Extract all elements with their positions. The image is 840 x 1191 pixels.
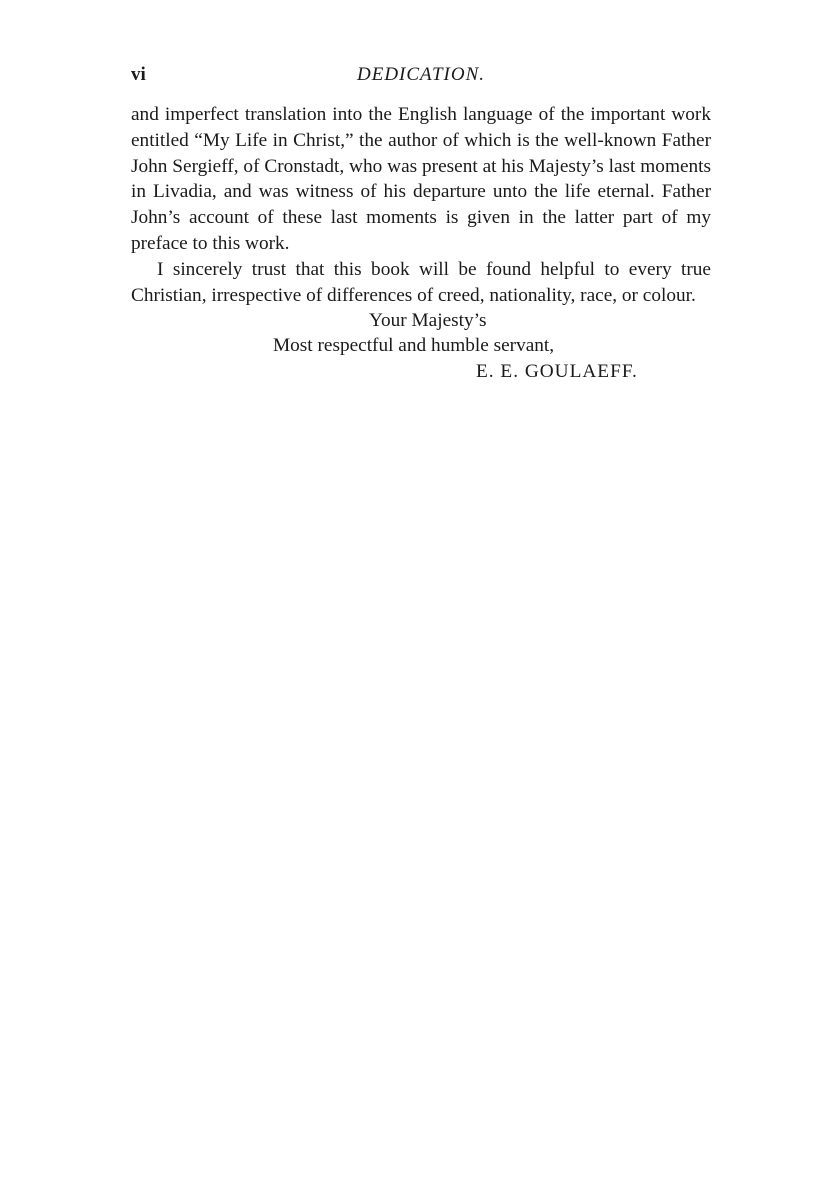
book-page <box>131 62 711 398</box>
running-head <box>131 62 711 92</box>
body-text <box>131 102 711 308</box>
closing-salutation: Your Majesty’s <box>369 310 487 332</box>
page-number: vi <box>131 64 146 85</box>
closing-block <box>131 308 711 398</box>
paragraph-trust: I sincerely trust that this book will be found helpful to every true Christian, irrespective of differences of creed, nationality, race, or colour. <box>131 258 711 306</box>
closing-servant-line: Most respectful and humble servant, <box>273 335 555 357</box>
paragraph-continuation: and imperfect translation into the English language of the important work entitled “My Life in Christ,” the author of which is the well-known Father John Sergieff, of Cronstadt, who was present at his Majesty’s last moments in Livadia, and was witness of his departure unto the life eternal. Father John’s account of these last moments is given in the latter part of my preface to this work. <box>131 104 711 254</box>
running-head-title: DEDICATION. <box>357 64 485 85</box>
signature: E. E. GOULAEFF. <box>476 361 638 383</box>
